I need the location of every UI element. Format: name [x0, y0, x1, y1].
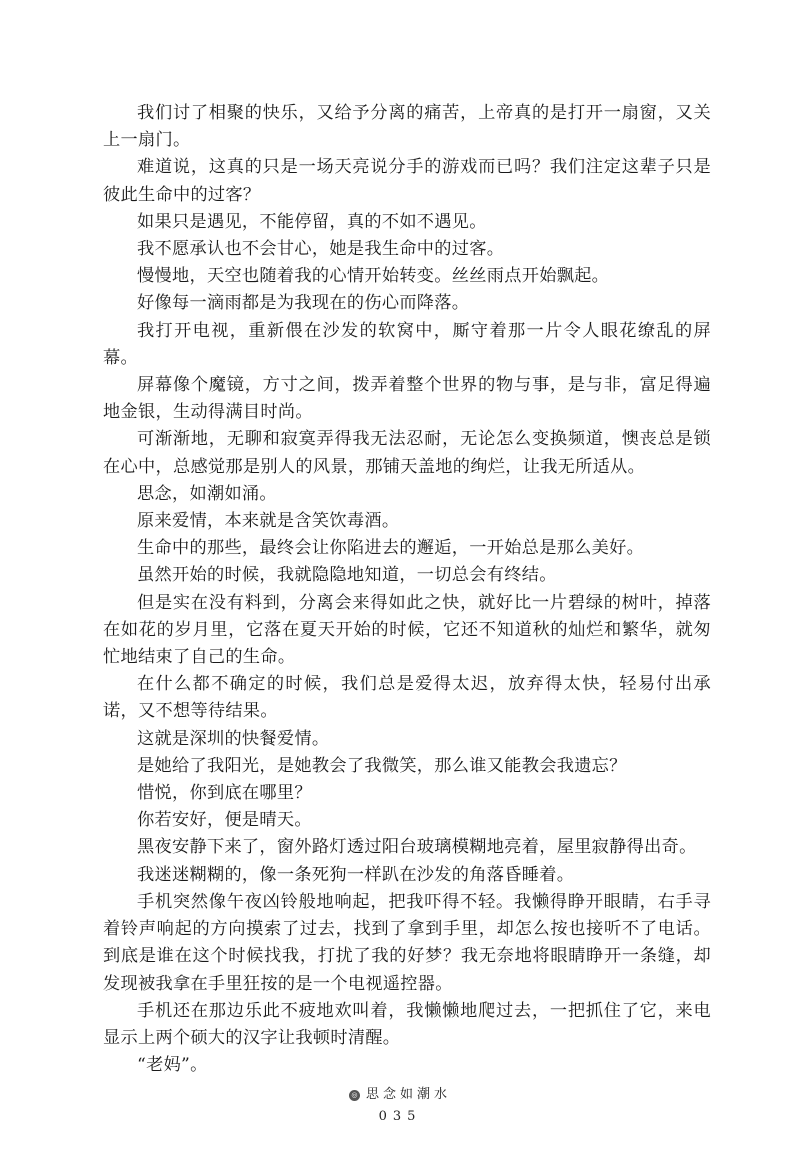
paragraph: 手机突然像午夜凶铃般地响起，把我吓得不轻。我懒得睁开眼睛，右手寻着铃声响起的方向摸索了过去，找到了拿到手里，却怎么按也接听不了电话。到底是谁在这个时候找我，打扰了我的好梦？我无奈地将眼睛睁开一条缝，却发现被我拿在手里狂按的是一个电视遥控器。 [103, 891, 711, 994]
paragraph: 我打开电视，重新偎在沙发的软窝中，厮守着那一片令人眼花缭乱的屏幕。 [103, 320, 711, 368]
paragraph: 我不愿承认也不会甘心，她是我生命中的过客。 [137, 239, 505, 260]
paragraph: 屏幕像个魔镜，方寸之间，拨弄着整个世界的物与事，是与非，富足得遍地金银，生动得满目时尚。 [103, 375, 711, 423]
paragraph: 我迷迷糊糊的，像一条死狗一样趴在沙发的角落昏睡着。 [137, 864, 575, 885]
paragraph: 是她给了我阳光，是她教会了我微笑，那么谁又能教会我遗忘？ [137, 755, 627, 776]
paragraph: 在什么都不确定的时候，我们总是爱得太迟，放弃得太快，轻易付出承诺，又不想等待结果。 [103, 674, 711, 722]
body-text [103, 100, 711, 1079]
book-title: 思念如潮水 [365, 1087, 451, 1102]
paragraph: 思念，如潮如涌。 [137, 483, 277, 504]
paragraph: 惜悦，你到底在哪里？ [137, 783, 312, 804]
paragraph: 如果只是遇见，不能停留，真的不如不遇见。 [137, 211, 487, 232]
paragraph: 虽然开始的时候，我就隐隐地知道，一切总会有终结。 [137, 565, 557, 586]
paragraph: 黑夜安静下来了，窗外路灯透过阳台玻璃模糊地亮着，屋里寂静得出奇。 [137, 837, 697, 858]
running-footer [0, 1086, 800, 1104]
paragraph: 我们讨了相聚的快乐，又给予分离的痛苦，上帝真的是打开一扇窗，又关上一扇门。 [103, 103, 711, 151]
paragraph: 好像每一滴雨都是为我现在的伤心而降落。 [137, 293, 470, 314]
paragraph: 可渐渐地，无聊和寂寞弄得我无法忍耐，无论怎么变换频道，懊丧总是锁在心中，总感觉那是别人的风景，那铺天盖地的绚烂，让我无所适从。 [103, 429, 711, 477]
paragraph: 原来爱情，本来就是含笑饮毒酒。 [137, 511, 400, 532]
ornament-icon: ◎ [349, 1090, 360, 1101]
paragraph: 生命中的那些，最终会让你陷进去的邂逅，一开始总是那么美好。 [137, 538, 645, 559]
paragraph: 这就是深圳的快餐爱情。 [137, 728, 330, 749]
paragraph: 手机还在那边乐此不疲地欢叫着，我懒懒地爬过去，一把抓住了它，来电显示上两个硕大的汉字让我顿时清醒。 [103, 1000, 711, 1048]
paragraph: 你若安好，便是晴天。 [137, 810, 312, 831]
paragraph: “老妈”。 [137, 1055, 208, 1076]
paragraph: 难道说，这真的只是一场天亮说分手的游戏而已吗？我们注定这辈子只是彼此生命中的过客？ [103, 157, 711, 205]
paragraph: 但是实在没有料到，分离会来得如此之快，就好比一片碧绿的树叶，掉落在如花的岁月里，它落在夏天开始的时候，它还不知道秋的灿烂和繁华，就匆忙地结束了自己的生命。 [103, 592, 711, 668]
paragraph: 慢慢地，天空也随着我的心情开始转变。丝丝雨点开始飘起。 [137, 266, 610, 287]
page-number: 035 [378, 1109, 422, 1124]
